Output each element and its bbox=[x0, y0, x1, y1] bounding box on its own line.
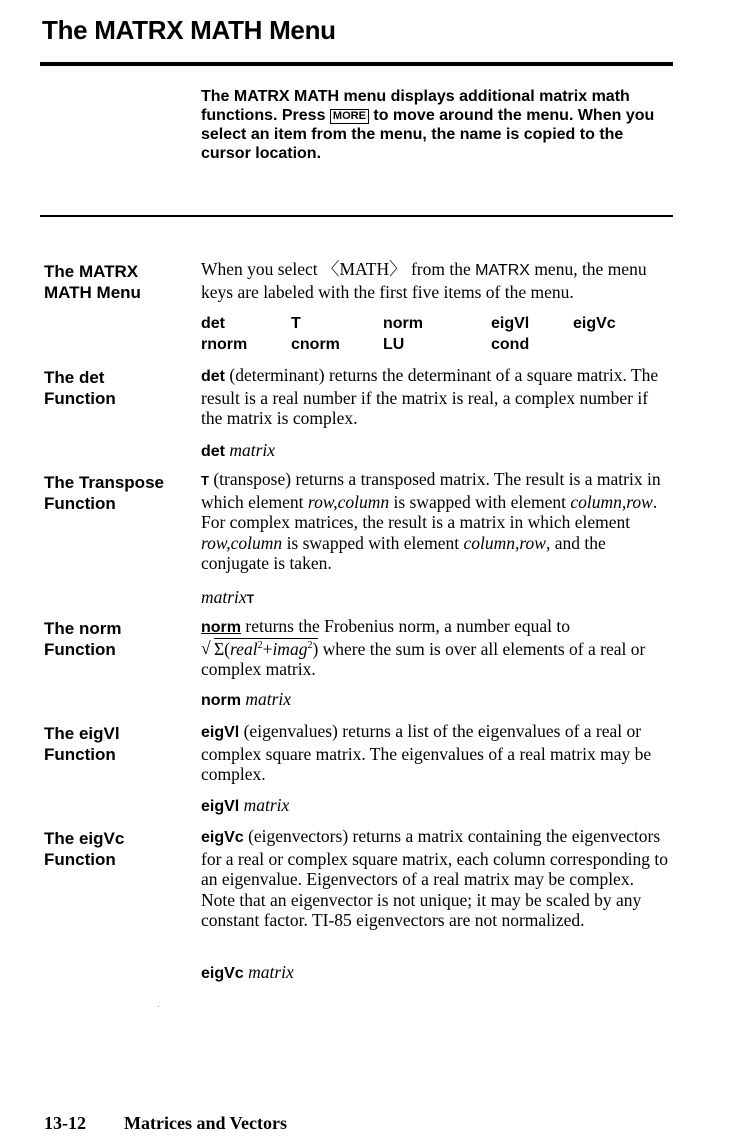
section-rule bbox=[40, 215, 673, 217]
menu-item-eigvl: eigVl bbox=[491, 315, 530, 332]
eigvl-syntax: eigVl matrix bbox=[201, 795, 290, 815]
menu-item-cond: cond bbox=[491, 336, 530, 353]
more-key-icon: MORE bbox=[330, 109, 369, 124]
side-heading-transpose: The Transpose Function bbox=[44, 473, 164, 513]
menu-item-rnorm: rnorm bbox=[201, 336, 248, 353]
intro-paragraph: The MATRX MATH menu displays additional matrix math functions. Press MORE to move around the menu. When you select an item from the menu, the name is copied to the cursor location. bbox=[201, 88, 655, 162]
scan-speck bbox=[158, 1006, 159, 1007]
eigvc-syntax: eigVc matrix bbox=[201, 962, 294, 982]
square-root-expression: √ Σ(real$^2$+imag$^2$) bbox=[201, 637, 319, 659]
transpose-syntax: matrixT bbox=[201, 587, 255, 607]
eigvc-description: eigVc (eigenvectors) returns a matrix containing the eigenvectors for a real or complex square matrix, each column corresponding to an eigenvalue. Eigenvectors of a real matrix may be complex. Note that an eigenvector is not unique; it may be scaled by any constant factor. TI-85 eigenvectors are not normalized. bbox=[201, 826, 668, 930]
menu-item-cnorm: cnorm bbox=[291, 336, 340, 353]
side-heading-norm: The norm Function bbox=[44, 619, 122, 659]
side-heading-matrx-math: The MATRX MATH Menu bbox=[44, 262, 141, 302]
norm-description: norm returns the Frobenius norm, a number equal to √ Σ(real$^2$+imag$^2$) where the sum is over all elements of a real or complex matrix. bbox=[201, 616, 646, 679]
menu-row bbox=[201, 334, 633, 355]
page-number: 13-12 bbox=[44, 1113, 86, 1133]
menu-item-transpose: T bbox=[291, 315, 301, 332]
transpose-description: T (transpose) returns a transposed matrix. The result is a matrix in which element row,column is swapped with element column,row. For complex matrices, the result is a matrix in which element row,column is swapped with element column,row, and the conjugate is taken. bbox=[201, 469, 661, 573]
title-rule bbox=[40, 62, 673, 66]
matrx-math-description: When you select 〈MATH〉 from the MATRX menu, the menu keys are labeled with the first five items of the menu. bbox=[201, 259, 647, 302]
menu-key-grid bbox=[201, 313, 633, 355]
menu-item-lu: LU bbox=[383, 336, 405, 353]
page-title: The MATRX MATH Menu bbox=[42, 15, 336, 45]
norm-syntax: norm matrix bbox=[201, 689, 292, 709]
eigvl-description: eigVl (eigenvalues) returns a list of the eigenvalues of a real or complex square matrix. The eigenvalues of a real matrix may be complex. bbox=[201, 721, 652, 784]
page-footer bbox=[44, 1113, 287, 1134]
side-heading-eigvl: The eigVl Function bbox=[44, 724, 120, 764]
chapter-title: Matrices and Vectors bbox=[124, 1113, 287, 1133]
menu-item-norm: norm bbox=[383, 315, 423, 332]
det-description: det (determinant) returns the determinant of a square matrix. The result is a real number if the matrix is real, a complex number if the matrix is complex. bbox=[201, 365, 659, 428]
menu-row bbox=[201, 313, 633, 334]
side-heading-det: The det Function bbox=[44, 368, 116, 408]
menu-item-det: det bbox=[201, 315, 225, 332]
menu-item-eigvc: eigVc bbox=[573, 315, 616, 332]
side-heading-eigvc: The eigVc Function bbox=[44, 829, 125, 869]
det-syntax: det matrix bbox=[201, 440, 276, 460]
